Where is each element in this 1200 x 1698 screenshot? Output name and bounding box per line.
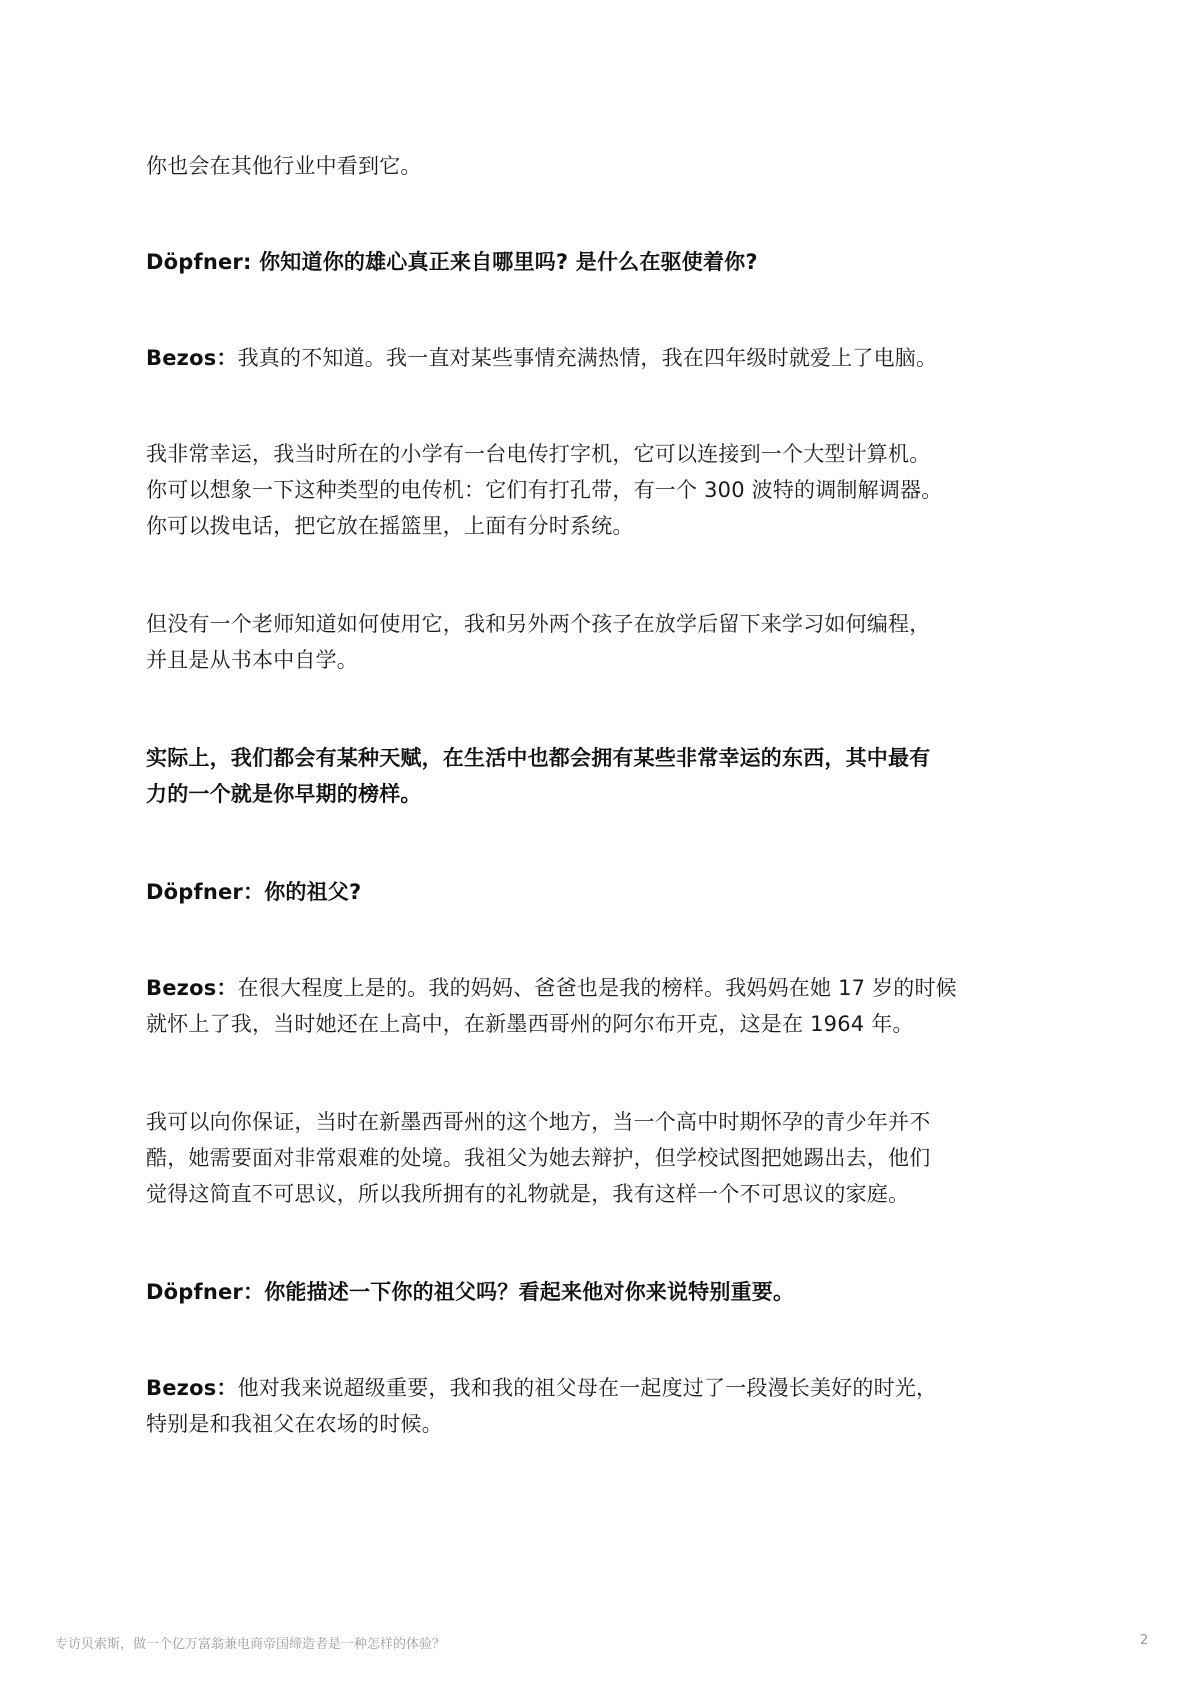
paragraph-emphasis (146, 740, 1076, 812)
paragraph (146, 606, 1076, 678)
footer-page-number: 2 (1140, 1633, 1149, 1648)
text-line: 他对我来说超级重要，我和我的祖父母在一起度过了一段漫长美好的时光， (237, 1376, 938, 1400)
paragraph (146, 436, 1076, 544)
text-line: 力的一个就是你早期的榜样。 (146, 782, 422, 806)
paragraph-answer (146, 340, 1076, 376)
paragraph-question (146, 1274, 1076, 1310)
text-line: 你可以想象一下这种类型的电传机：它们有打孔带，有一个 300 波特的调制解调器。 (146, 478, 943, 502)
text-line: 你也会在其他行业中看到它。 (146, 154, 422, 178)
paragraph (146, 1104, 1076, 1212)
text-line: 你可以拨电话，把它放在摇篮里，上面有分时系统。 (146, 514, 634, 538)
text-line: 你能描述一下你的祖父吗？看起来他对你来说特别重要。 (264, 1280, 795, 1304)
text-line: 在很大程度上是的。我的妈妈、爸爸也是我的榜样。我妈妈在她 17 岁的时候 (237, 976, 957, 1000)
paragraph-question (146, 874, 1076, 910)
text-line: 实际上，我们都会有某种天赋，在生活中也都会拥有某些非常幸运的东西，其中最有 (146, 746, 931, 770)
text-line: 我真的不知道。我一直对某些事情充满热情，我在四年级时就爱上了电脑。 (237, 346, 938, 370)
text-line: 特别是和我祖父在农场的时候。 (146, 1412, 443, 1436)
speaker-label: Döpfner： (146, 880, 265, 904)
speaker-label: Bezos： (146, 346, 238, 370)
text-line: 我可以向你保证，当时在新墨西哥州的这个地方，当一个高中时期怀孕的青少年并不 (146, 1110, 931, 1134)
speaker-label: Döpfner: (146, 250, 260, 274)
text-line: 觉得这简直不可思议，所以我所拥有的礼物就是，我有这样一个不可思议的家庭。 (146, 1182, 910, 1206)
text-line: 我非常幸运，我当时所在的小学有一台电传打字机，它可以连接到一个大型计算机。 (146, 442, 931, 466)
text-line: 你的祖父? (264, 880, 362, 904)
text-line: 你知道你的雄心真正来自哪里吗? 是什么在驱使着你? (259, 250, 758, 274)
speaker-label: Döpfner： (146, 1280, 265, 1304)
paragraph-question (146, 244, 1076, 280)
text-line: 但没有一个老师知道如何使用它，我和另外两个孩子在放学后留下来学习如何编程， (146, 612, 931, 636)
text-line: 酷，她需要面对非常艰难的处境。我祖父为她去辩护，但学校试图把她踢出去，他们 (146, 1146, 931, 1170)
footer-document-title: 专访贝索斯，做一个亿万富翁兼电商帝国缔造者是一种怎样的体验？ (55, 1637, 446, 1652)
paragraph (146, 148, 1076, 184)
text-line: 并且是从书本中自学。 (146, 648, 358, 672)
paragraph-answer (146, 970, 1076, 1042)
speaker-label: Bezos： (146, 976, 238, 1000)
paragraph-answer (146, 1370, 1076, 1442)
speaker-label: Bezos： (146, 1376, 238, 1400)
text-line: 就怀上了我，当时她还在上高中，在新墨西哥州的阿尔布开克，这是在 1964 年。 (146, 1012, 914, 1036)
